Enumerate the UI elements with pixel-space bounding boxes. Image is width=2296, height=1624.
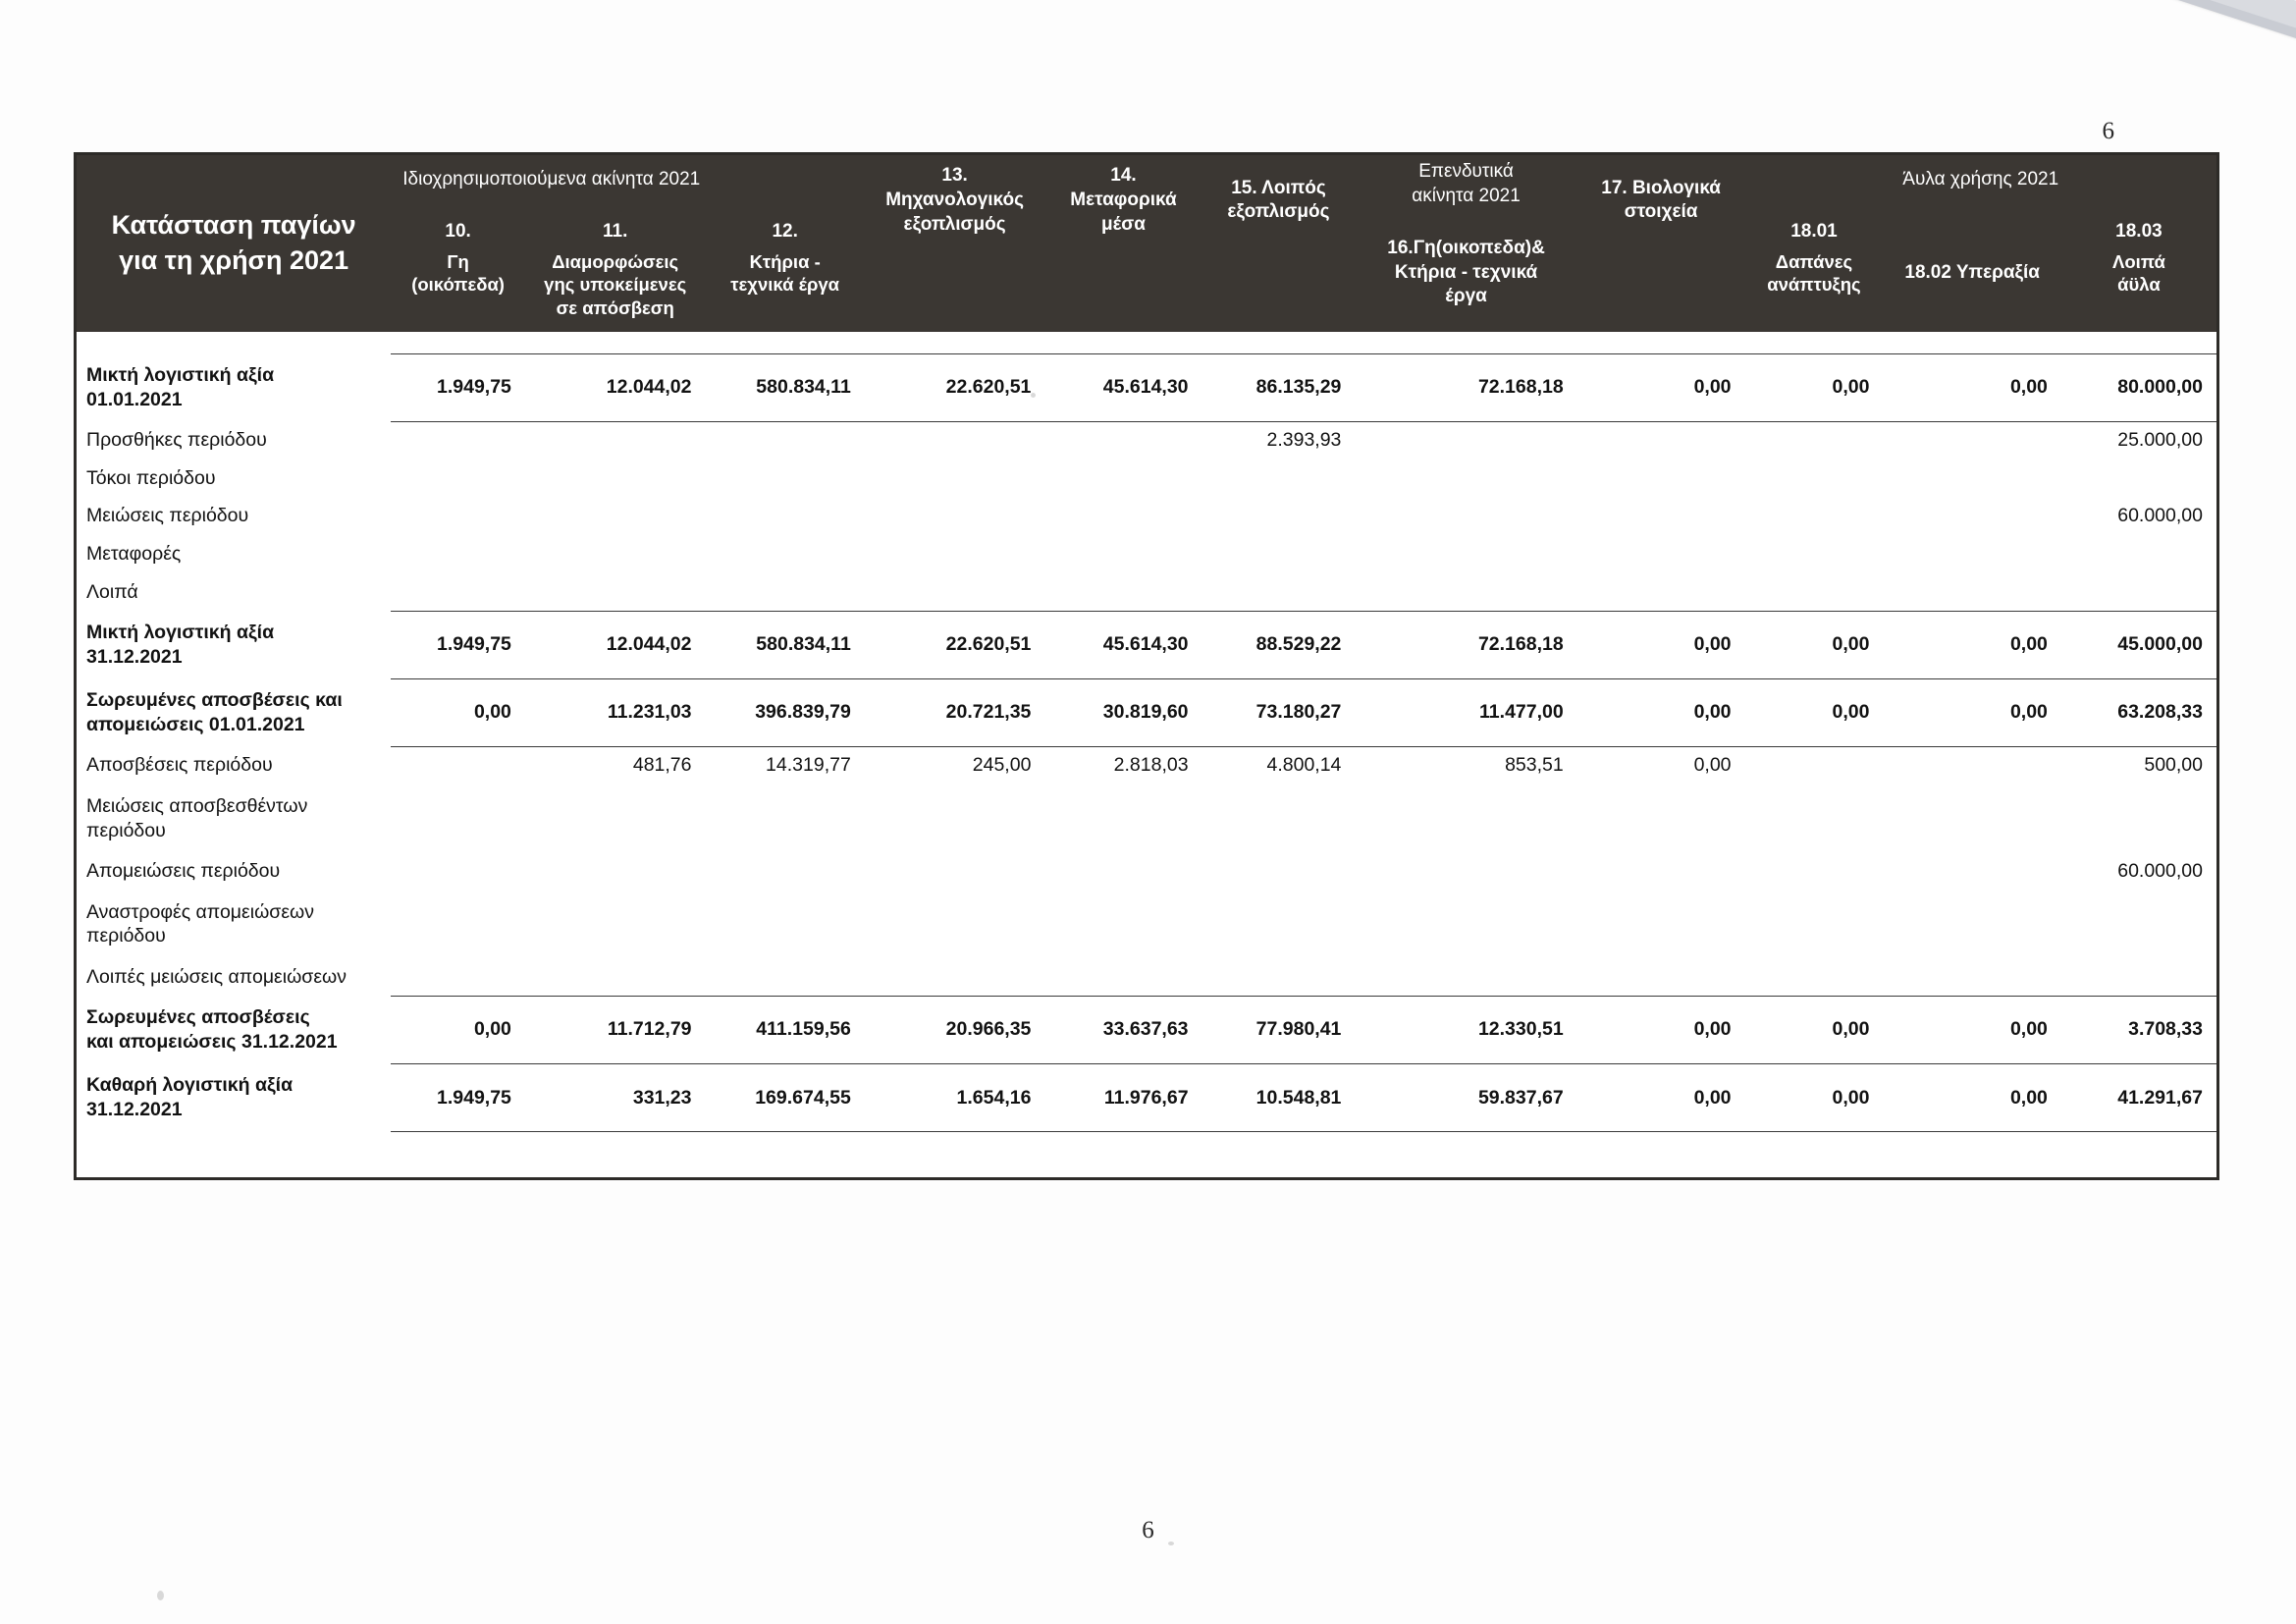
table-cell-value: 59.837,67 — [1355, 1063, 1576, 1131]
table-row — [77, 958, 2216, 997]
table-cell-value — [706, 958, 865, 997]
table-cell-value — [2061, 785, 2216, 852]
column-12-name — [706, 246, 865, 332]
table-cell-value: 88.529,22 — [1202, 611, 1356, 678]
row-label — [77, 497, 391, 535]
table-cell-value: 0,00 — [1883, 1063, 2060, 1131]
table-cell-value: 11.976,67 — [1044, 1063, 1201, 1131]
table-cell-value: 22.620,51 — [865, 611, 1045, 678]
table-cell-value — [1202, 573, 1356, 612]
table-cell-value — [1745, 891, 1884, 958]
table-cell-value — [865, 497, 1045, 535]
table-cell-value — [1044, 573, 1201, 612]
page-number-bottom: 6 — [1142, 1517, 1154, 1543]
table-cell-value: 11.477,00 — [1355, 678, 1576, 746]
page-title-line2: για τη χρήση 2021 — [119, 244, 349, 275]
table-cell-value — [525, 460, 706, 498]
header-row-group — [77, 155, 2216, 214]
column-13-name-1: Μηχανολογικός — [885, 189, 1024, 210]
table-cell-value: 1.949,75 — [391, 1063, 525, 1131]
table-cell-value — [1883, 421, 2060, 460]
table-cell-value — [1883, 852, 2060, 891]
row-label-line1: Απομειώσεις περιόδου — [86, 860, 281, 883]
row-label — [77, 746, 391, 785]
column-16-name-1: 16.Γη(οικοπεδα)& — [1387, 237, 1545, 258]
row-label — [77, 611, 391, 678]
table-cell-value — [1577, 891, 1745, 958]
table-cell-value — [865, 785, 1045, 852]
table-row — [77, 1063, 2216, 1131]
table-cell-value — [1883, 573, 2060, 612]
table-cell-value — [706, 785, 865, 852]
column-15-name-2: εξοπλισμός — [1227, 201, 1330, 223]
table-cell-value: 86.135,29 — [1202, 353, 1356, 421]
table-row — [77, 996, 2216, 1063]
table-row — [77, 497, 2216, 535]
table-cell-value — [391, 497, 525, 535]
row-label-line2: 31.12.2021 — [86, 1099, 183, 1121]
table-cell-value — [391, 958, 525, 997]
table-cell-value: 22.620,51 — [865, 353, 1045, 421]
table-cell-value — [865, 421, 1045, 460]
table-cell-value — [1577, 573, 1745, 612]
table-cell-value: 12.044,02 — [525, 353, 706, 421]
column-1801-name-2: ανάπτυξης — [1767, 274, 1861, 296]
table-cell-value — [525, 891, 706, 958]
table-cell-value: 20.721,35 — [865, 678, 1045, 746]
table-cell-value — [1883, 891, 2060, 958]
row-label-line1: Σωρευμένες αποσβέσεις και — [86, 689, 343, 712]
column-header-14 — [1044, 155, 1201, 246]
table-cell-value — [1355, 460, 1576, 498]
table-cell-value — [1202, 958, 1356, 997]
row-label-line1: Μικτή λογιστική αξία — [86, 622, 275, 644]
table-cell-value: 2.393,93 — [1202, 421, 1356, 460]
table-cell-value: 14.319,77 — [706, 746, 865, 785]
table-cell-value — [706, 421, 865, 460]
table-row — [77, 460, 2216, 498]
row-label — [77, 785, 391, 852]
group-header-investment-property — [1355, 155, 1576, 214]
row-label — [77, 958, 391, 997]
column-15-name-filler — [1202, 246, 1356, 332]
table-cell-value — [1577, 497, 1745, 535]
column-17-name-2: στοιχεία — [1624, 201, 1698, 223]
table-cell-value: 2.818,03 — [1044, 746, 1201, 785]
row-label-line1: Λοιπές μειώσεις απομειώσεων — [86, 965, 347, 988]
row-label — [77, 421, 391, 460]
table-cell-value — [1883, 497, 2060, 535]
row-label — [77, 460, 391, 498]
body-bottom-spacer — [77, 1132, 2216, 1178]
table-cell-value — [391, 535, 525, 573]
table-cell-value — [865, 852, 1045, 891]
table-row — [77, 746, 2216, 785]
table-cell-value — [525, 497, 706, 535]
table-cell-value — [525, 852, 706, 891]
column-10-name-1: Γη — [447, 250, 469, 272]
row-label — [77, 891, 391, 958]
scan-speck — [1031, 393, 1036, 398]
table-cell-value: 60.000,00 — [2061, 497, 2216, 535]
table-cell-value: 0,00 — [1577, 996, 1745, 1063]
table-cell-value: 33.637,63 — [1044, 996, 1201, 1063]
column-11-name-1: Διαμορφώσεις — [552, 250, 679, 272]
table-cell-value: 0,00 — [1883, 996, 2060, 1063]
table-cell-value — [1745, 497, 1884, 535]
row-label — [77, 678, 391, 746]
row-label-line2: περιόδου — [86, 819, 166, 841]
table-row — [77, 573, 2216, 612]
table-cell-value: 20.966,35 — [865, 996, 1045, 1063]
table-cell-value: 500,00 — [2061, 746, 2216, 785]
table-cell-value: 77.980,41 — [1202, 996, 1356, 1063]
table-cell-value — [706, 891, 865, 958]
table-cell-value — [1883, 746, 2060, 785]
table-cell-value: 331,23 — [525, 1063, 706, 1131]
table-cell-value: 4.800,14 — [1202, 746, 1356, 785]
table-cell-value — [391, 785, 525, 852]
table-cell-value — [1745, 958, 1884, 997]
page-title — [77, 155, 391, 332]
row-label-line1: Αποσβέσεις περιόδου — [86, 754, 273, 777]
table-cell-value: 12.330,51 — [1355, 996, 1576, 1063]
table-cell-value — [1202, 852, 1356, 891]
table-cell-value — [706, 497, 865, 535]
table-cell-value: 0,00 — [391, 996, 525, 1063]
column-15-name-1: 15. Λοιπός — [1231, 177, 1326, 198]
row-label-line2: 31.12.2021 — [86, 645, 183, 668]
table-cell-value — [1044, 958, 1201, 997]
table-cell-value: 853,51 — [1355, 746, 1576, 785]
table-cell-value: 11.231,03 — [525, 678, 706, 746]
row-label-line2: 01.01.2021 — [86, 388, 183, 410]
table-cell-value — [391, 460, 525, 498]
table-cell-value — [1883, 785, 2060, 852]
table-cell-value — [706, 852, 865, 891]
group-investment-line2: ακίνητα 2021 — [1412, 186, 1521, 206]
table-cell-value: 41.291,67 — [2061, 1063, 2216, 1131]
table-cell-value — [1355, 891, 1576, 958]
table-row — [77, 535, 2216, 573]
table-row — [77, 891, 2216, 958]
table-cell-value: 10.548,81 — [1202, 1063, 1356, 1131]
table-cell-value — [1577, 852, 1745, 891]
column-13-name-filler — [865, 246, 1045, 332]
table-cell-value: 3.708,33 — [2061, 996, 2216, 1063]
row-label — [77, 996, 391, 1063]
table-cell-value — [1202, 891, 1356, 958]
page-corner-fold — [2149, 0, 2296, 69]
table-cell-value — [865, 460, 1045, 498]
table-cell-value — [1577, 958, 1745, 997]
column-header-15 — [1202, 155, 1356, 246]
page-title-line1: Κατάσταση παγίων — [111, 210, 356, 241]
table-cell-value: 0,00 — [1577, 746, 1745, 785]
table-cell-value: 1.949,75 — [391, 353, 525, 421]
row-label — [77, 353, 391, 421]
table-row — [77, 353, 2216, 421]
row-label-line2: περιόδου — [86, 925, 166, 947]
table-row — [77, 678, 2216, 746]
table-cell-value: 580.834,11 — [706, 611, 865, 678]
column-17-name-1: 17. Βιολογικά — [1601, 177, 1721, 198]
column-11-number: 11. — [525, 214, 706, 246]
table-cell-value — [391, 852, 525, 891]
column-1801-name — [1745, 246, 1884, 332]
table-cell-value: 73.180,27 — [1202, 678, 1356, 746]
table-cell-value — [2061, 891, 2216, 958]
table-cell-value — [2061, 535, 2216, 573]
row-label-line1: Μειώσεις αποσβεσθέντων — [86, 794, 308, 817]
row-label-line1: Αναστροφές απομειώσεων — [86, 900, 314, 923]
row-label-line1: Τόκοι περιόδου — [86, 466, 216, 489]
table-cell-value — [1745, 785, 1884, 852]
table-cell-value — [391, 891, 525, 958]
page-number-top: 6 — [2102, 118, 2114, 144]
row-label — [77, 852, 391, 891]
table-cell-value — [1745, 460, 1884, 498]
table-cell-value: 481,76 — [525, 746, 706, 785]
table-cell-value — [525, 785, 706, 852]
table-header — [77, 155, 2216, 332]
column-header-1802: 18.02 Υπεραξία — [1883, 214, 2060, 332]
row-label — [77, 535, 391, 573]
table-cell-value — [1202, 497, 1356, 535]
table-cell-value — [1883, 460, 2060, 498]
row-label-line1: Λοιπά — [86, 580, 138, 603]
row-label-line1: Μεταφορές — [86, 543, 182, 566]
table-cell-value: 30.819,60 — [1044, 678, 1201, 746]
table-cell-value: 411.159,56 — [706, 996, 865, 1063]
table-cell-value: 0,00 — [1745, 996, 1884, 1063]
table-cell-value — [865, 535, 1045, 573]
column-12-name-2: τεχνικά έργα — [730, 274, 840, 296]
table-cell-value — [1883, 958, 2060, 997]
table-cell-value — [1355, 785, 1576, 852]
table-cell-value — [525, 421, 706, 460]
table-cell-value: 45.000,00 — [2061, 611, 2216, 678]
column-1801-number: 18.01 — [1745, 214, 1884, 246]
column-1803-number: 18.03 — [2061, 214, 2216, 246]
column-11-name-2: γης υποκείμενες — [544, 274, 687, 296]
column-14-name-1: Μεταφορικά — [1070, 189, 1177, 210]
table-cell-value — [1355, 497, 1576, 535]
table-cell-value: 0,00 — [1883, 353, 2060, 421]
column-1803-name-1: Λοιπά — [2112, 250, 2165, 272]
table-cell-value — [1044, 460, 1201, 498]
group-header-intangible: Άυλα χρήσης 2021 — [1745, 155, 2216, 214]
table-cell-value — [391, 421, 525, 460]
table-cell-value — [1044, 852, 1201, 891]
table-cell-value: 0,00 — [1745, 353, 1884, 421]
column-13-name-2: εξοπλισμός — [903, 213, 1006, 235]
body-top-spacer — [77, 332, 2216, 354]
table-cell-value — [1202, 535, 1356, 573]
table-cell-value: 396.839,79 — [706, 678, 865, 746]
table-row — [77, 785, 2216, 852]
table-cell-value — [1355, 535, 1576, 573]
column-12-number: 12. — [706, 214, 865, 246]
row-label — [77, 573, 391, 612]
table-cell-value: 0,00 — [1577, 611, 1745, 678]
table-cell-value: 11.712,79 — [525, 996, 706, 1063]
table-cell-value: 0,00 — [391, 678, 525, 746]
table-cell-value: 0,00 — [1883, 678, 2060, 746]
fixed-assets-table — [77, 155, 2216, 1177]
table-cell-value: 0,00 — [1745, 1063, 1884, 1131]
column-13-number: 13. — [941, 165, 968, 187]
column-header-17 — [1577, 155, 1745, 246]
table-cell-value — [1745, 852, 1884, 891]
table-cell-value — [2061, 573, 2216, 612]
column-11-name — [525, 246, 706, 332]
table-cell-value: 1.949,75 — [391, 611, 525, 678]
column-16-name-3: έργα — [1445, 286, 1487, 307]
table-cell-value: 0,00 — [1577, 678, 1745, 746]
table-cell-value — [1745, 421, 1884, 460]
table-row — [77, 852, 2216, 891]
scan-speck — [157, 1591, 164, 1600]
table-cell-value — [1577, 785, 1745, 852]
table-cell-value — [2061, 460, 2216, 498]
column-header-16 — [1355, 214, 1576, 332]
fixed-assets-table-container — [74, 152, 2219, 1180]
table-cell-value: 0,00 — [1577, 1063, 1745, 1131]
table-cell-value: 0,00 — [1577, 353, 1745, 421]
table-cell-value — [865, 958, 1045, 997]
table-cell-value: 0,00 — [1883, 611, 2060, 678]
table-cell-value — [1745, 746, 1884, 785]
table-cell-value — [391, 573, 525, 612]
table-cell-value — [2061, 958, 2216, 997]
table-cell-value — [1044, 785, 1201, 852]
row-label-line1: Καθαρή λογιστική αξία — [86, 1074, 294, 1097]
table-cell-value: 580.834,11 — [706, 353, 865, 421]
table-cell-value — [1745, 535, 1884, 573]
table-cell-value — [865, 573, 1045, 612]
group-header-owner-occupied: Ιδιοχρησιμοποιούμενα ακίνητα 2021 — [391, 155, 865, 214]
column-1803-name — [2061, 246, 2216, 332]
table-cell-value — [1883, 535, 2060, 573]
table-cell-value — [1044, 421, 1201, 460]
table-cell-value: 63.208,33 — [2061, 678, 2216, 746]
table-row — [77, 421, 2216, 460]
table-row — [77, 611, 2216, 678]
table-body — [77, 332, 2216, 1177]
row-label-line1: Προσθήκες περιόδου — [86, 429, 267, 452]
column-11-name-3: σε απόσβεση — [556, 298, 674, 319]
column-10-name-2: (οικόπεδα) — [411, 274, 505, 296]
table-cell-value: 1.654,16 — [865, 1063, 1045, 1131]
table-cell-value — [525, 535, 706, 573]
table-cell-value: 72.168,18 — [1355, 611, 1576, 678]
group-investment-line1: Επενδυτικά — [1418, 161, 1514, 183]
table-cell-value: 169.674,55 — [706, 1063, 865, 1131]
row-label-line2: απομειώσεις 01.01.2021 — [86, 713, 305, 735]
table-cell-value — [1745, 573, 1884, 612]
table-cell-value — [1355, 421, 1576, 460]
table-cell-value: 245,00 — [865, 746, 1045, 785]
column-1803-name-2: άϋλα — [2117, 274, 2161, 296]
table-cell-value — [1577, 535, 1745, 573]
table-cell-value — [1202, 460, 1356, 498]
table-cell-value — [1577, 421, 1745, 460]
column-10-number: 10. — [391, 214, 525, 246]
table-cell-value: 12.044,02 — [525, 611, 706, 678]
table-cell-value: 0,00 — [1745, 611, 1884, 678]
table-cell-value: 45.614,30 — [1044, 611, 1201, 678]
column-14-number: 14. — [1110, 165, 1137, 187]
table-cell-value — [391, 746, 525, 785]
table-cell-value — [525, 573, 706, 612]
table-cell-value: 72.168,18 — [1355, 353, 1576, 421]
row-label-line2: και απομειώσεις 31.12.2021 — [86, 1030, 338, 1053]
column-12-name-1: Κτήρια - — [749, 250, 821, 272]
column-header-13 — [865, 155, 1045, 246]
row-label — [77, 1063, 391, 1131]
row-label-line1: Σωρευμένες αποσβέσεις — [86, 1006, 310, 1029]
column-16-name-2: Κτήρια - τεχνικά — [1394, 261, 1538, 283]
table-cell-value: 80.000,00 — [2061, 353, 2216, 421]
column-14-name-2: μέσα — [1101, 213, 1146, 235]
table-cell-value — [1355, 852, 1576, 891]
table-cell-value — [706, 535, 865, 573]
table-cell-value — [1577, 460, 1745, 498]
table-cell-value: 45.614,30 — [1044, 353, 1201, 421]
table-cell-value — [706, 573, 865, 612]
column-10-name — [391, 246, 525, 332]
scan-speck — [1168, 1542, 1174, 1545]
table-cell-value — [1044, 891, 1201, 958]
table-cell-value — [1044, 535, 1201, 573]
row-label-line1: Μικτή λογιστική αξία — [86, 364, 275, 387]
row-label-line1: Μειώσεις περιόδου — [86, 505, 249, 527]
table-cell-value — [1355, 573, 1576, 612]
table-cell-value: 60.000,00 — [2061, 852, 2216, 891]
table-cell-value — [865, 891, 1045, 958]
table-cell-value: 25.000,00 — [2061, 421, 2216, 460]
table-cell-value — [1202, 785, 1356, 852]
table-cell-value — [1044, 497, 1201, 535]
column-1801-name-1: Δαπάνες — [1775, 250, 1853, 272]
column-17-name-filler — [1577, 246, 1745, 332]
table-cell-value — [706, 460, 865, 498]
table-cell-value — [1355, 958, 1576, 997]
table-cell-value: 0,00 — [1745, 678, 1884, 746]
table-cell-value — [525, 958, 706, 997]
column-14-name-filler — [1044, 246, 1201, 332]
